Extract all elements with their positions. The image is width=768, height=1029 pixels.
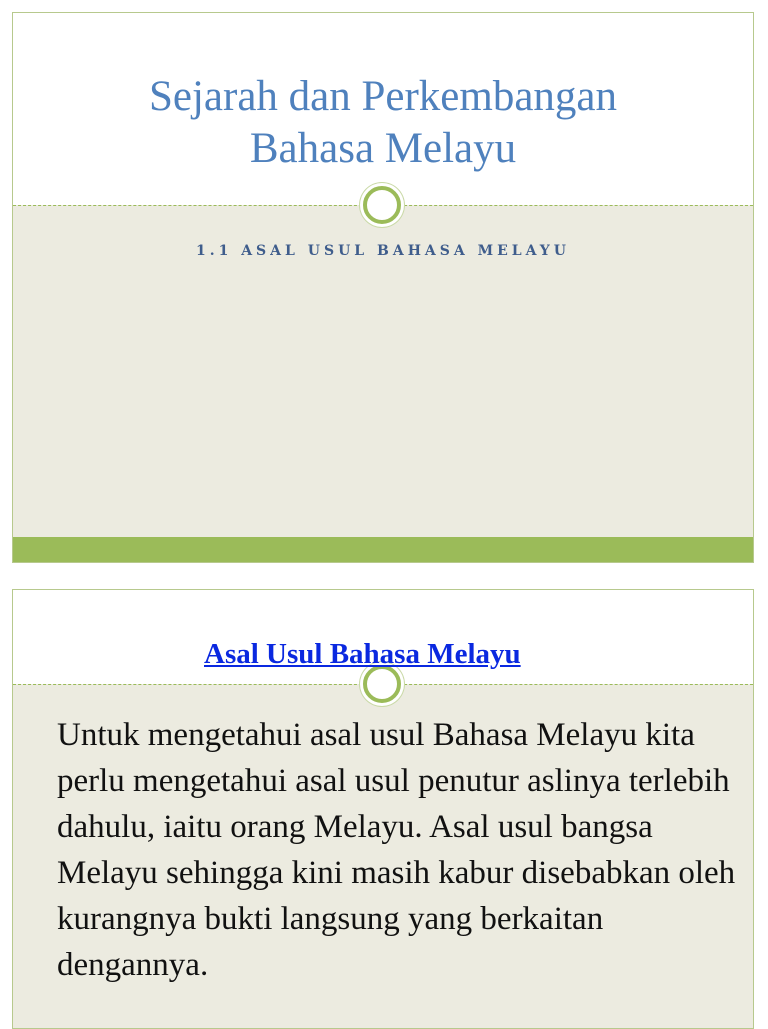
title-slide	[12, 12, 754, 563]
content-slide	[12, 589, 754, 1029]
slide-title-line-1: Sejarah dan Perkembangan	[148, 73, 618, 120]
slide-title	[13, 71, 753, 175]
heading-link[interactable]: Asal Usul Bahasa Melayu	[204, 638, 521, 670]
title-area	[13, 13, 753, 205]
footer-accent-bar	[13, 537, 753, 563]
slide-title-line-2: Bahasa Melayu	[249, 125, 517, 172]
slide-subtitle: 1.1 ASAL USUL BAHASA MELAYU	[195, 243, 571, 259]
green-ring-icon	[363, 186, 401, 224]
body-paragraph: Untuk mengetahui asal usul Bahasa Melayu kita perlu mengetahui asal usul penutur aslinya terlebih dahulu, iaitu orang Melayu. Asal usul bangsa Melayu sehingga kini masih kabur disebabkan oleh kurangnya bukti langsung yang berkaitan dengannya.	[57, 717, 736, 983]
